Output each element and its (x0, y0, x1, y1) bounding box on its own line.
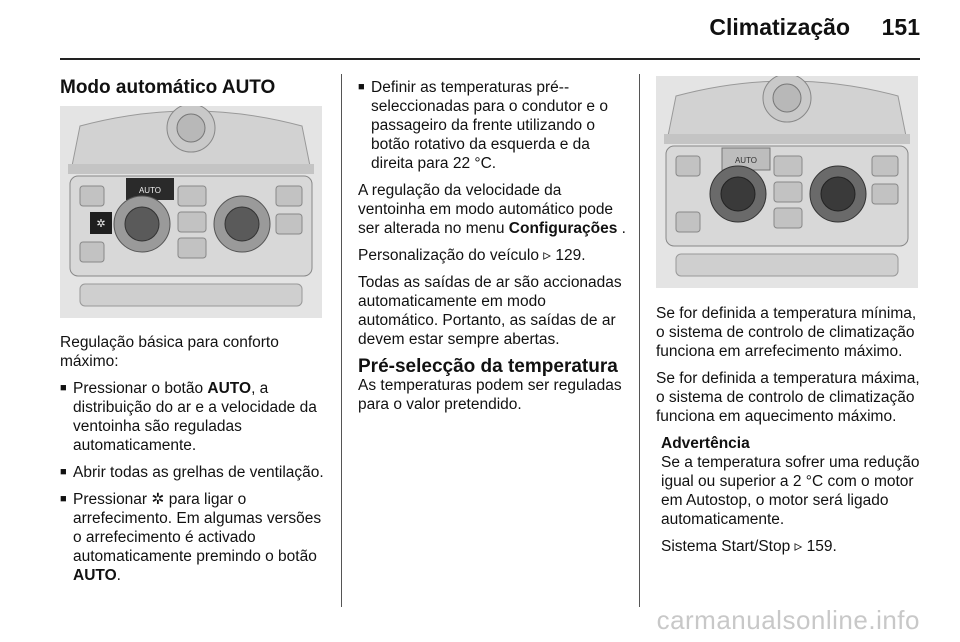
bullet-cooling (60, 490, 332, 585)
bullet-auto-text-a: Pressionar o botão (73, 380, 208, 397)
personalization-text: Personalização do veículo (358, 247, 544, 264)
min-temp-text: Se for definida a temperatura mínima, o sistema de controlo de climatização funciona em arrefecimento máximo. (656, 305, 917, 360)
climate-panel-figure-right (656, 76, 918, 288)
max-temp-text: Se for definida a temperatura máxima, o sistema de controlo de climatização funciona em aquecimento máximo. (656, 370, 920, 425)
start-stop-page: 159. (802, 538, 837, 555)
settings-keyword: Configurações (508, 220, 618, 237)
page-ref-arrow-icon-2: ▹ (794, 538, 803, 555)
note-title: Advertência (661, 435, 750, 452)
column-2 (358, 78, 628, 422)
watermark: carmanualsonline.info (656, 605, 920, 635)
fan-speed-text (358, 181, 628, 238)
snowflake-icon: ✲ (151, 491, 165, 508)
svg-text:✲: ✲ (96, 218, 106, 230)
start-stop-ref (661, 537, 926, 556)
column-divider-2 (639, 74, 640, 607)
bullet-cooling-text-b: para ligar o arrefecimento. Em algumas versões o arrefecimento é activado automaticamente premindo o botão (73, 491, 322, 565)
page-number: 151 (881, 14, 920, 40)
climate-panel-figure-left (60, 106, 322, 318)
header-rule (60, 58, 920, 60)
temperature-text: As temperaturas podem ser reguladas para o valor pretendido. (358, 377, 622, 413)
auto-keyword-2: AUTO (73, 567, 117, 584)
warning-note (656, 434, 926, 556)
column-1 (60, 78, 330, 97)
section-heading-auto-mode: Modo automático AUTO (60, 77, 276, 98)
auto-button-label-right: AUTO (734, 156, 758, 165)
bullet-auto (60, 379, 332, 455)
bullet-cooling-text-c: . (116, 567, 121, 584)
auto-button-label: AUTO (138, 186, 162, 195)
page-ref-arrow-icon: ▹ (543, 247, 552, 264)
column-3-body (656, 304, 926, 564)
page-title: Climatização (709, 14, 850, 40)
fan-speed-text-a: A regulação da velocidade da ventoinha em modo automático pode ser alterada no menu (358, 182, 614, 237)
column-divider-1 (341, 74, 342, 607)
page-header (0, 0, 960, 60)
fan-speed-text-b: . (617, 220, 626, 237)
section-heading-temperature: Pré-selecção da temperatura (358, 356, 618, 377)
bullet-temperatures: ■ Definir as temperaturas pré--seleccionadas para o condutor e o passageiro da frente utilizando o botão rotativo da esquerda e da direita para 22 °C. (358, 78, 628, 173)
bullet-cooling-text-a: Pressionar (73, 491, 152, 508)
bullet-auto-text-b: , a distribuição do ar e a velocidade da ventoinha são reguladas automaticamente. (73, 380, 317, 454)
personalization-ref (358, 246, 628, 265)
note-text: Se a temperatura sofrer uma redução igual ou superior a 2 °C com o motor em Autostop, o motor será ligado automaticamente. (661, 454, 920, 528)
personalization-page: 129. (551, 247, 586, 264)
start-stop-text: Sistema Start/Stop (661, 538, 795, 555)
auto-keyword: AUTO (207, 380, 252, 397)
column-1-body (60, 333, 332, 593)
intro-text: Regulação básica para conforto máximo: (60, 334, 279, 370)
air-outlets-text: Todas as saídas de ar são accionadas automaticamente em modo automático. Portanto, as saídas de ar devem estar sempre abertas. (358, 274, 622, 348)
bullet-vents: ■ Abrir todas as grelhas de ventilação. (60, 463, 332, 482)
